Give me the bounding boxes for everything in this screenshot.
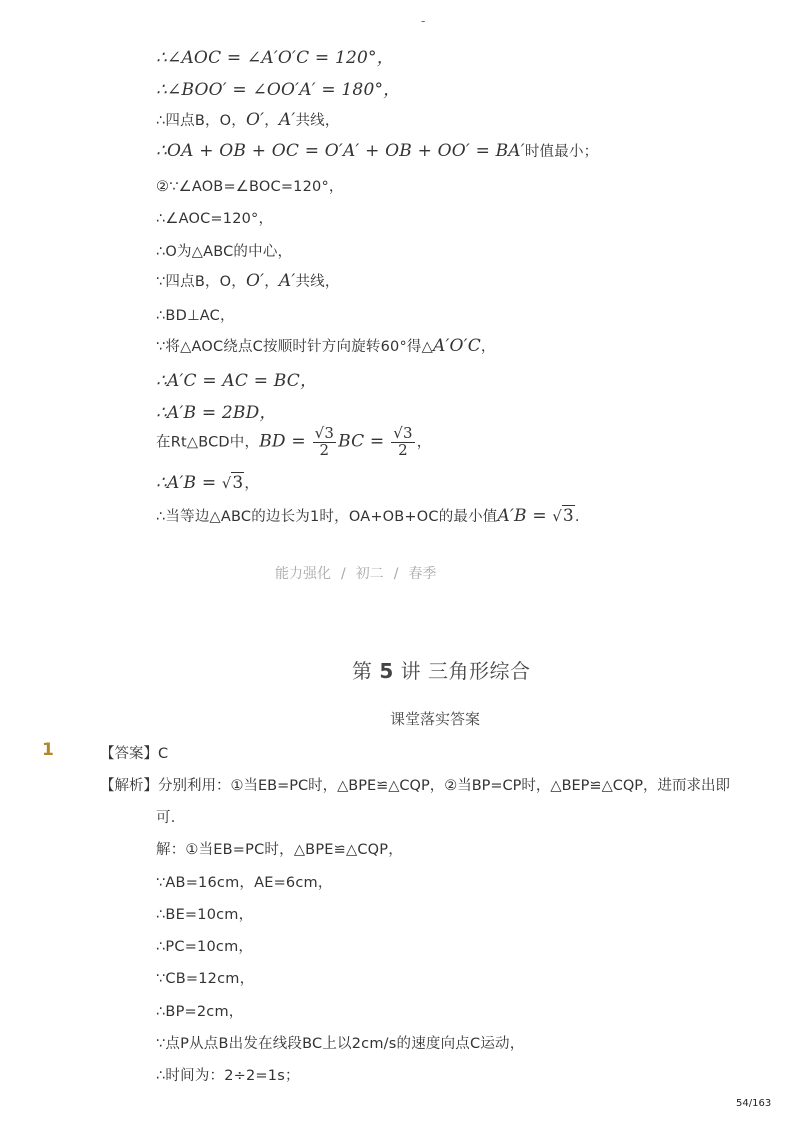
footer-part-2: 初二 xyxy=(355,566,384,582)
analysis-line: 【解析】分别利用：①当EB=PC时，△BPE≌△CQP，②当BP=CP时，△BEP≌△CQP，进而求出即 xyxy=(100,778,731,794)
sqrt: √3 xyxy=(552,506,574,526)
step-line: 解：①当EB=PC时，△BPE≌△CQP， xyxy=(156,842,403,858)
solution-line-15 xyxy=(156,505,580,526)
math: O′ xyxy=(246,271,265,291)
math: ∴OA + OB + OC = O′A′ + OB + OO′ = BA′ xyxy=(156,141,525,161)
chapter-title xyxy=(352,655,531,684)
text: 在Rt△BCD中， xyxy=(156,434,260,451)
footer-part-1: 能力强化 xyxy=(275,566,331,582)
denominator: 2 xyxy=(319,440,330,459)
text: . xyxy=(574,509,580,525)
solution-line-2: ∴∠BOO′ = ∠OO′A′ = 180°， xyxy=(156,80,401,100)
text: 共线， xyxy=(295,113,340,129)
math: A′ xyxy=(278,110,296,130)
solution-line-13 xyxy=(156,426,431,459)
footer-separator: / xyxy=(341,566,346,582)
solution-line-7: ∴O为△ABC的中心， xyxy=(156,244,293,260)
page-marker: - xyxy=(421,14,426,28)
text: 时值最小； xyxy=(524,144,599,160)
solution-line-3 xyxy=(156,109,340,130)
solution-line-4 xyxy=(156,140,598,161)
text: 共线， xyxy=(295,274,340,290)
question-number: 1 xyxy=(42,740,54,760)
radicand: 3 xyxy=(232,473,244,493)
math: A′B = xyxy=(497,506,553,526)
step-line: ∴BP=2cm， xyxy=(156,1004,244,1020)
chapter-number: 5 xyxy=(379,659,394,683)
answer-line: 【答案】C xyxy=(100,746,169,762)
solution-line-10 xyxy=(156,335,496,356)
chapter-suffix: 讲 三角形综合 xyxy=(400,659,531,683)
math: O′ xyxy=(246,110,265,130)
solution-line-5: ②∵∠AOB=∠BOC=120°， xyxy=(156,179,344,195)
text: ， xyxy=(264,113,279,129)
math: BC = xyxy=(338,431,385,452)
math: A′O′C xyxy=(432,336,481,356)
page-footer xyxy=(270,563,441,583)
denominator: 2 xyxy=(398,440,408,459)
math: BD = xyxy=(259,431,306,452)
math: ∴A′B = xyxy=(156,473,222,493)
numerator: √3 xyxy=(314,424,335,442)
step-line: ∵点P从点B出发在线段BC上以2cm/s的速度向点C运动， xyxy=(156,1036,525,1052)
step-line: ∵CB=12cm， xyxy=(156,971,255,987)
solution-line-12: ∴A′B = 2BD， xyxy=(156,403,277,423)
text: ∵四点B，O， xyxy=(156,274,246,290)
text: ， xyxy=(244,476,260,492)
text: ， xyxy=(416,434,432,451)
text: ， xyxy=(480,339,496,355)
footer-part-3: 春季 xyxy=(408,566,437,582)
numerator: √3 xyxy=(393,424,413,442)
math: A′ xyxy=(278,271,296,291)
step-line: ∴时间为：2÷2=1s； xyxy=(156,1068,300,1084)
solution-line-6: ∴∠AOC=120°， xyxy=(156,211,274,227)
text: ∴当等边△ABC的边长为1时，OA+OB+OC的最小值 xyxy=(156,509,498,525)
step-line: ∴BE=10cm， xyxy=(156,907,254,923)
step-line: ∴PC=10cm， xyxy=(156,939,254,955)
solution-line-9: ∴BD⊥AC， xyxy=(156,308,235,324)
section-subtitle: 课堂落实答案 xyxy=(390,710,481,728)
chapter-prefix: 第 xyxy=(352,659,373,683)
text: ∵将△AOC绕点C按顺时针方向旋转60°得△ xyxy=(156,339,433,355)
text: ， xyxy=(264,274,279,290)
page-number: 54/163 xyxy=(736,1098,772,1109)
sqrt: √3 xyxy=(221,473,244,493)
solution-line-1: ∴∠AOC = ∠A′O′C = 120°， xyxy=(156,48,394,68)
radicand: 3 xyxy=(562,506,574,526)
analysis-continuation: 可． xyxy=(156,810,186,826)
fraction xyxy=(391,426,415,459)
fraction xyxy=(313,426,337,459)
solution-line-8 xyxy=(156,270,340,291)
footer-separator: / xyxy=(393,566,399,582)
text: ∴四点B，O， xyxy=(156,113,246,129)
solution-line-11: ∴A′C = AC = BC， xyxy=(156,371,318,391)
solution-line-14 xyxy=(156,472,259,493)
step-line: ∵AB=16cm，AE=6cm， xyxy=(156,875,333,891)
